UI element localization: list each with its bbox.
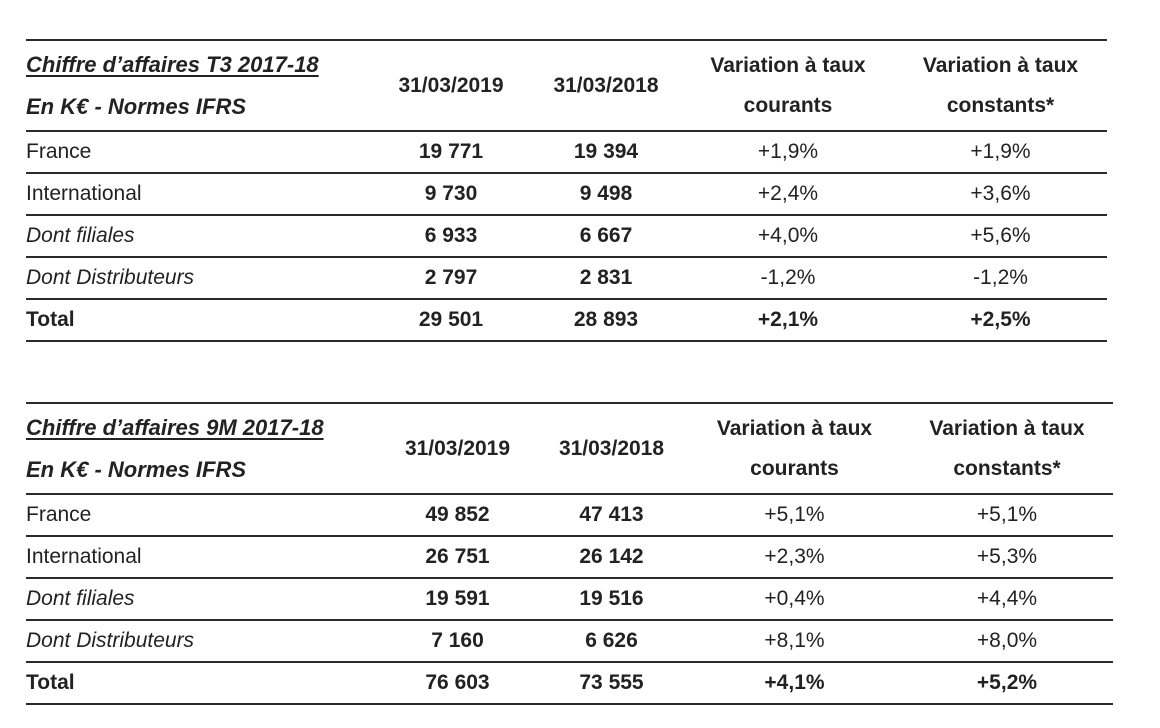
value-2018: 26 142 bbox=[579, 545, 644, 568]
value-2018: 28 893 bbox=[573, 308, 639, 331]
row-label: France bbox=[26, 140, 92, 163]
value-2018: 19 394 bbox=[573, 140, 639, 163]
variation-constants: +5,6% bbox=[970, 224, 1031, 247]
value-2019: 49 852 bbox=[425, 503, 490, 526]
table-row bbox=[26, 536, 1113, 578]
column-header-date-2019: 31/03/2019 bbox=[398, 73, 504, 97]
value-2019: 19 771 bbox=[418, 140, 484, 163]
column-header-variation-constants bbox=[901, 403, 1113, 494]
value-2019: 19 591 bbox=[425, 587, 490, 610]
value-2018: 6 667 bbox=[579, 224, 633, 247]
row-label: International bbox=[26, 545, 142, 568]
value-2019: 6 933 bbox=[424, 224, 478, 247]
variation-courants: +4,1% bbox=[764, 671, 825, 694]
variation-courants: +2,1% bbox=[757, 308, 819, 331]
table-subtitle: En K€ - Normes IFRS bbox=[26, 93, 247, 119]
variation-constants: +2,5% bbox=[970, 308, 1031, 331]
variation-constants: +1,9% bbox=[970, 140, 1031, 163]
table-row-total bbox=[26, 299, 1107, 341]
variation-courants: +4,0% bbox=[757, 224, 819, 247]
value-2018: 47 413 bbox=[579, 503, 644, 526]
header-line: Variation à taux bbox=[716, 416, 873, 440]
row-label: Dont Distributeurs bbox=[26, 629, 195, 652]
value-2019: 76 603 bbox=[425, 671, 490, 694]
column-header-variation-courants bbox=[688, 403, 901, 494]
row-label: Dont Distributeurs bbox=[26, 266, 195, 289]
table-title: Chiffre d’affaires T3 2017-18 bbox=[26, 51, 319, 77]
variation-constants: -1,2% bbox=[973, 266, 1028, 289]
header-line: courants bbox=[750, 456, 839, 480]
value-2018: 9 498 bbox=[579, 182, 633, 205]
variation-constants: +3,6% bbox=[970, 182, 1031, 205]
table-row-total bbox=[26, 662, 1113, 704]
table-row bbox=[26, 494, 1113, 536]
table-row bbox=[26, 257, 1107, 299]
value-2018: 19 516 bbox=[579, 587, 644, 610]
table-subtitle: En K€ - Normes IFRS bbox=[26, 456, 247, 482]
value-2018: 73 555 bbox=[579, 671, 644, 694]
value-2018: 2 831 bbox=[579, 266, 633, 289]
column-header-variation-courants bbox=[682, 40, 894, 131]
header-line: constants* bbox=[946, 93, 1055, 117]
table-row bbox=[26, 578, 1113, 620]
value-2019: 9 730 bbox=[424, 182, 478, 205]
value-2019: 2 797 bbox=[424, 266, 478, 289]
variation-courants: -1,2% bbox=[760, 266, 816, 289]
row-label: Total bbox=[26, 671, 75, 694]
header-line: Variation à taux bbox=[922, 53, 1079, 77]
column-header-variation-constants bbox=[894, 40, 1107, 131]
row-label: Dont filiales bbox=[26, 224, 135, 247]
row-label: Dont filiales bbox=[26, 587, 135, 610]
variation-constants: +5,2% bbox=[976, 671, 1038, 694]
variation-constants: +8,0% bbox=[976, 629, 1038, 652]
variation-courants: +1,9% bbox=[757, 140, 819, 163]
row-label: France bbox=[26, 503, 92, 526]
column-header-date-2018: 31/03/2018 bbox=[558, 436, 665, 460]
variation-courants: +8,1% bbox=[764, 629, 825, 652]
revenue-table-t3 bbox=[26, 39, 1107, 342]
table-header-title-cell bbox=[26, 40, 372, 131]
row-label: Total bbox=[26, 308, 75, 331]
column-header-date-2019: 31/03/2019 bbox=[404, 436, 511, 460]
header-line: constants* bbox=[953, 456, 1061, 480]
row-label: International bbox=[26, 182, 142, 205]
revenue-table-9m bbox=[26, 402, 1113, 705]
value-2019: 7 160 bbox=[431, 629, 484, 652]
table-row bbox=[26, 173, 1107, 215]
variation-constants: +4,4% bbox=[976, 587, 1038, 610]
table-header-row bbox=[26, 403, 1113, 494]
variation-constants: +5,3% bbox=[976, 545, 1038, 568]
table-row bbox=[26, 131, 1107, 173]
variation-courants: +0,4% bbox=[764, 587, 825, 610]
table-header-title-cell bbox=[26, 403, 380, 494]
table-header-row bbox=[26, 40, 1107, 131]
table-row bbox=[26, 215, 1107, 257]
table-title: Chiffre d’affaires 9M 2017-18 bbox=[26, 414, 324, 440]
value-2019: 26 751 bbox=[425, 545, 490, 568]
value-2018: 6 626 bbox=[585, 629, 638, 652]
header-line: courants bbox=[743, 93, 833, 117]
table-row bbox=[26, 620, 1113, 662]
column-header-date-2018: 31/03/2018 bbox=[553, 73, 659, 97]
header-line: Variation à taux bbox=[929, 416, 1085, 440]
variation-constants: +5,1% bbox=[976, 503, 1038, 526]
value-2019: 29 501 bbox=[418, 308, 484, 331]
header-line: Variation à taux bbox=[710, 53, 866, 77]
variation-courants: +5,1% bbox=[764, 503, 825, 526]
variation-courants: +2,4% bbox=[757, 182, 819, 205]
variation-courants: +2,3% bbox=[764, 545, 825, 568]
